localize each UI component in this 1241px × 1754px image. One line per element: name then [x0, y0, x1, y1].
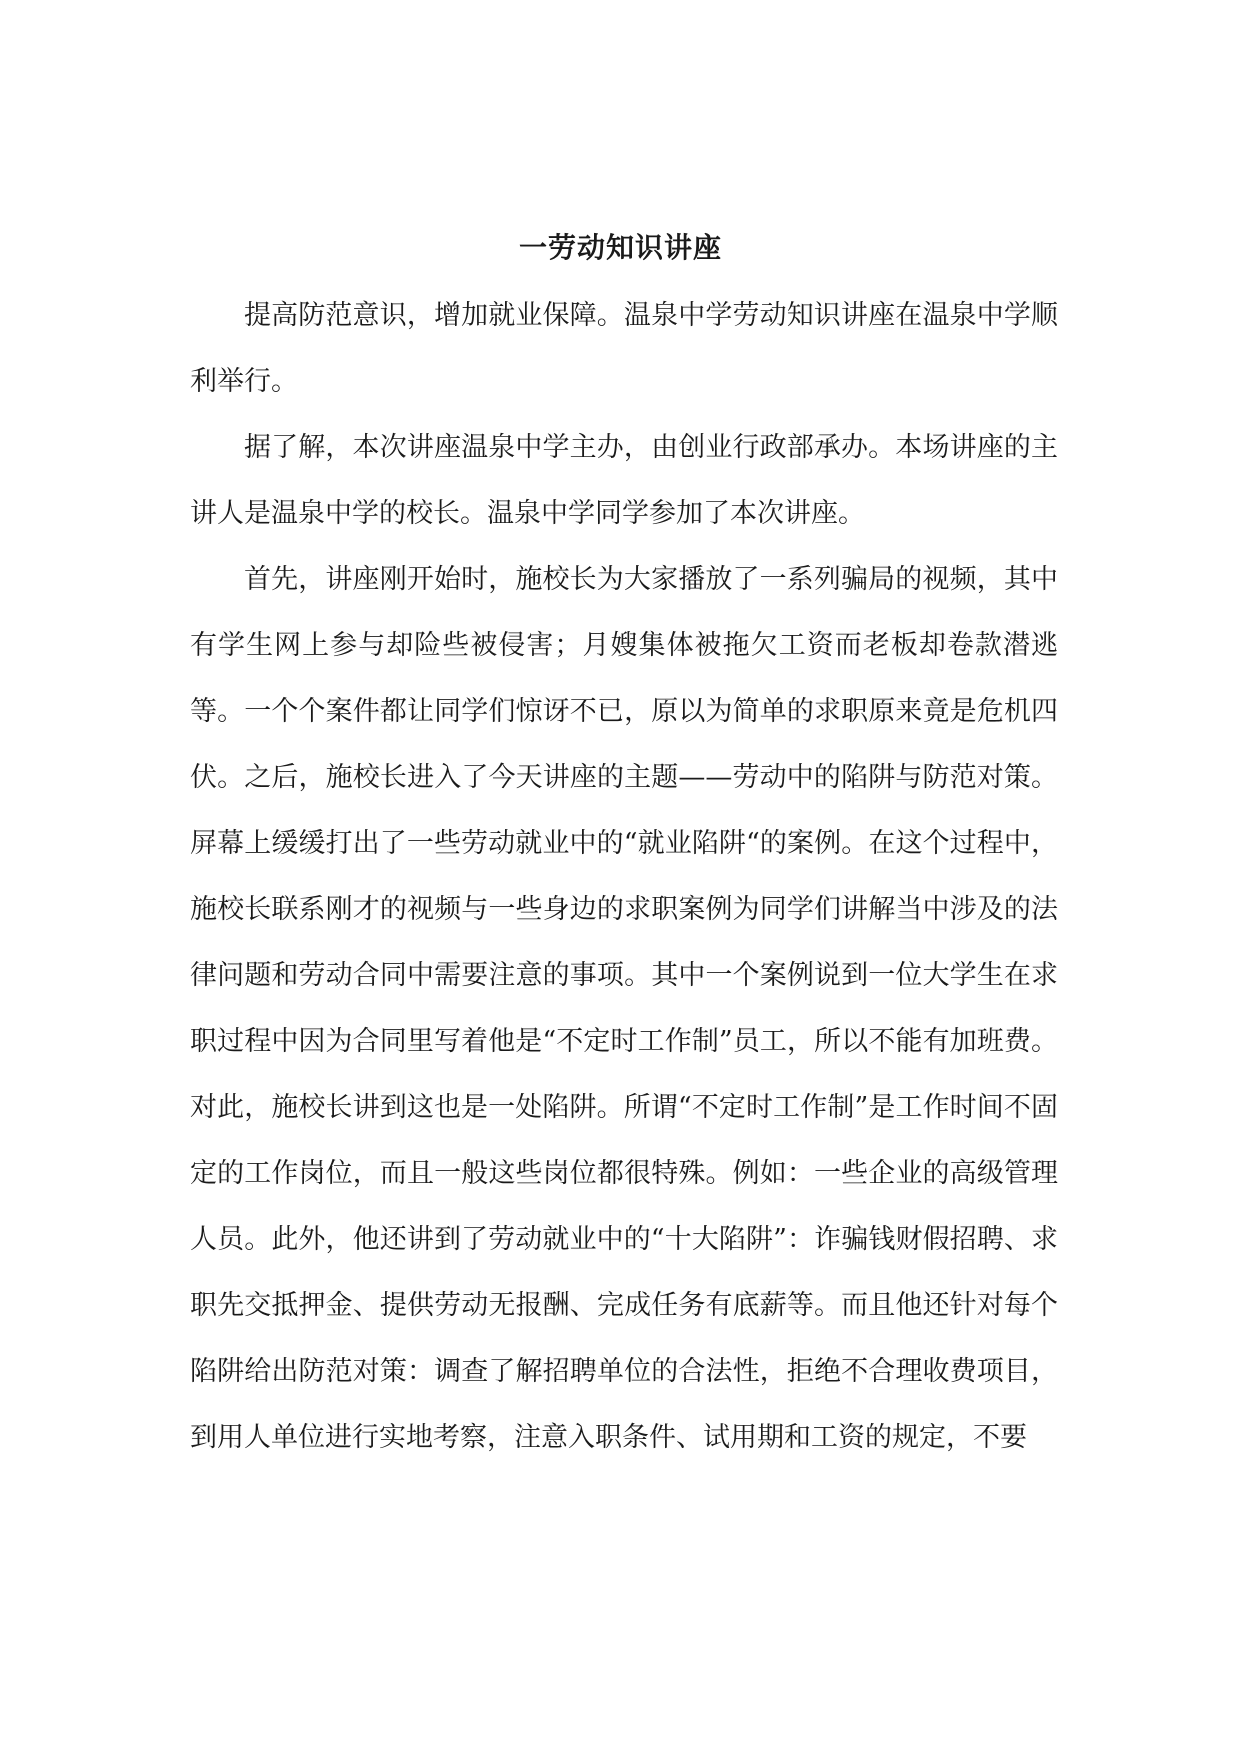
paragraph-lecture-content: 首先，讲座刚开始时，施校长为大家播放了一系列骗局的视频，其中有学生网上参与却险些被侵害；月嫂集体被拖欠工资而老板却卷款潜逃等。一个个案件都让同学们惊讶不已，原以为简单的求职原来竟是危机四伏。之后，施校长进入了今天讲座的主题——劳动中的陷阱与防范对策。屏幕上缓缓打出了一些劳动就业中的“就业陷阱“的案例。在这个过程中，施校长联系刚才的视频与一些身边的求职案例为同学们讲解当中涉及的法律问题和劳动合同中需要注意的事项。其中一个案例说到一位大学生在求职过程中因为合同里写着他是“不定时工作制”员工，所以不能有加班费。对此，施校长讲到这也是一处陷阱。所谓“不定时工作制”是工作时间不固定的工作岗位，而且一般这些岗位都很特殊。例如：一些企业的高级管理人员。此外，他还讲到了劳动就业中的“十大陷阱”：诈骗钱财假招聘、求职先交抵押金、提供劳动无报酬、完成任务有底薪等。而且他还针对每个陷阱给出防范对策：调查了解招聘单位的合法性，拒绝不合理收费项目，到用人单位进行实地考察，注意入职条件、试用期和工资的规定，不要	[190, 564, 1058, 1453]
document-title: 一劳动知识讲座	[518, 231, 722, 264]
document-body	[190, 283, 1058, 1471]
paragraph-intro: 提高防范意识，增加就业保障。温泉中学劳动知识讲座在温泉中学顺利举行。	[190, 300, 1058, 397]
paragraph-organizers: 据了解，本次讲座温泉中学主办，由创业行政部承办。本场讲座的主讲人是温泉中学的校长。温泉中学同学参加了本次讲座。	[190, 432, 1058, 529]
